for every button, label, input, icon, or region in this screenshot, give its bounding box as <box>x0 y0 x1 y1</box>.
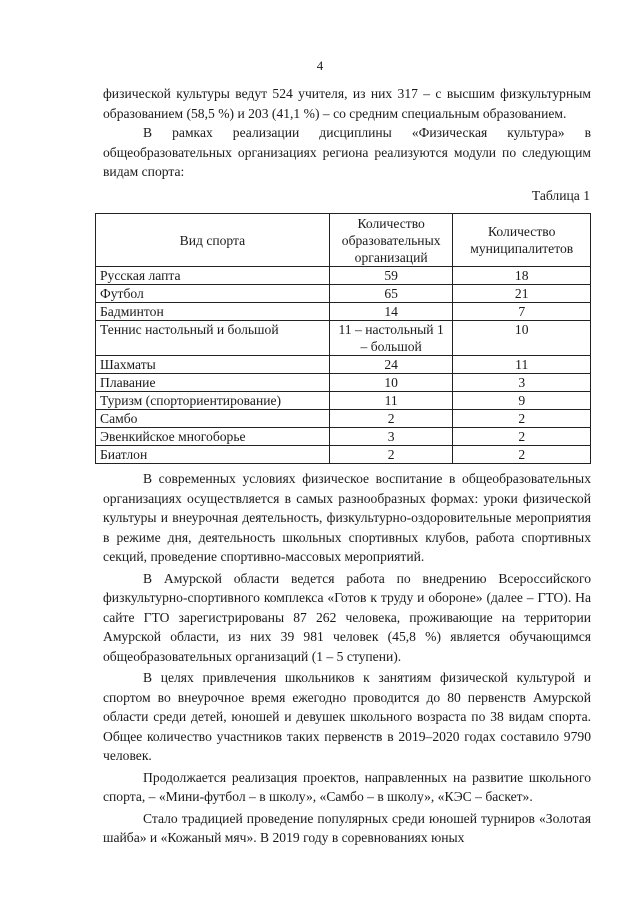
table-row <box>96 356 591 374</box>
body-paragraph: В Амурской области ведется работа по внедрению Всероссийского физкультурно-спортивного комплекса «Готов к труду и обороне» (далее – ГТО). На сайте ГТО зарегистрированы 87 262 человека, проживающие на территории Амурской области, из них 39 981 человек (45,8 %) является обучающимся общеобразовательных организаций (1 – 5 ступени). <box>103 570 591 664</box>
sports-table <box>95 213 591 464</box>
table-row <box>96 303 591 321</box>
cell-municipalities: 21 <box>453 285 591 303</box>
body-paragraph: Стало традицией проведение популярных среди юношей турниров «Золотая шайба» и «Кожаный мяч». В 2019 году в соревнованиях юных <box>103 810 591 845</box>
cell-sport: Теннис настольный и большой <box>96 321 330 356</box>
cell-municipalities: 2 <box>453 410 591 428</box>
body-paragraph: В целях привлечения школьников к занятиям физической культурой и спортом во внеурочное время ежегодно проводится до 80 первенств Амурской области среди детей, юношей и девушек школьного возраста по 38 видам спорта. Общее количество участников таких первенств в 2019–2020 годах составило 9790 человек. <box>103 670 591 763</box>
table-row <box>96 374 591 392</box>
table-row <box>96 410 591 428</box>
table-row <box>96 446 591 464</box>
page-number: 4 <box>316 58 324 73</box>
body-paragraph: Продолжается реализация проектов, направленных на развитие школьного спорта, – «Мини-футбол – в школу», «Самбо – в школу», «КЭС – баскет». <box>103 769 591 804</box>
cell-organizations: 3 <box>329 428 453 446</box>
cell-sport: Самбо <box>96 410 330 428</box>
table-row <box>96 321 591 356</box>
cell-municipalities: 2 <box>453 428 591 446</box>
table-row <box>96 267 591 285</box>
cell-organizations: 14 <box>329 303 453 321</box>
cell-organizations: 65 <box>329 285 453 303</box>
cell-municipalities: 18 <box>453 267 591 285</box>
header-organizations: Количество образовательных организаций <box>329 214 453 267</box>
table-row <box>96 285 591 303</box>
intro-paragraph-2: В рамках реализации дисциплины «Физическая культура» в общеобразовательных организациях региона реализуются модули по следующим видам спорта: <box>103 125 591 179</box>
header-municipalities: Количество муниципалитетов <box>453 214 591 267</box>
intro-text <box>103 84 591 182</box>
header-sport: Вид спорта <box>96 214 330 267</box>
cell-organizations: 2 <box>329 446 453 464</box>
cell-organizations: 2 <box>329 410 453 428</box>
cell-organizations: 11 <box>329 392 453 410</box>
cell-organizations: 59 <box>329 267 453 285</box>
intro-paragraph-1: физической культуры ведут 524 учителя, из них 317 – с высшим физкультурным образованием (58,5 %) и 203 (41,1 %) – со средним специальным образованием. <box>103 86 591 121</box>
cell-organizations: 10 <box>329 374 453 392</box>
cell-municipalities: 2 <box>453 446 591 464</box>
cell-municipalities: 11 <box>453 356 591 374</box>
cell-sport: Эвенкийское многоборье <box>96 428 330 446</box>
table-header-row <box>96 214 591 267</box>
table-caption: Таблица 1 <box>531 188 590 203</box>
cell-organizations: 11 – настольный 1 – большой <box>329 321 453 356</box>
cell-sport: Туризм (спорториентирование) <box>96 392 330 410</box>
cell-sport: Плавание <box>96 374 330 392</box>
cell-sport: Биатлон <box>96 446 330 464</box>
cell-municipalities: 7 <box>453 303 591 321</box>
body-text <box>103 469 591 850</box>
cell-sport: Русская лапта <box>96 267 330 285</box>
cell-sport: Шахматы <box>96 356 330 374</box>
table-row <box>96 428 591 446</box>
cell-organizations: 24 <box>329 356 453 374</box>
cell-municipalities: 9 <box>453 392 591 410</box>
cell-municipalities: 10 <box>453 321 591 356</box>
body-paragraph: В современных условиях физическое воспитание в общеобразовательных организациях осуществляется в самых разнообразных формах: уроки физической культуры и внеурочная деятельность, физкультурно-оздоровительные мероприятия в режиме дня, деятельность школьных спортивных клубов, работа спортивных секций, проведение спортивно-массовых мероприятий. <box>103 471 591 564</box>
cell-sport: Футбол <box>96 285 330 303</box>
cell-municipalities: 3 <box>453 374 591 392</box>
cell-sport: Бадминтон <box>96 303 330 321</box>
table-row <box>96 392 591 410</box>
